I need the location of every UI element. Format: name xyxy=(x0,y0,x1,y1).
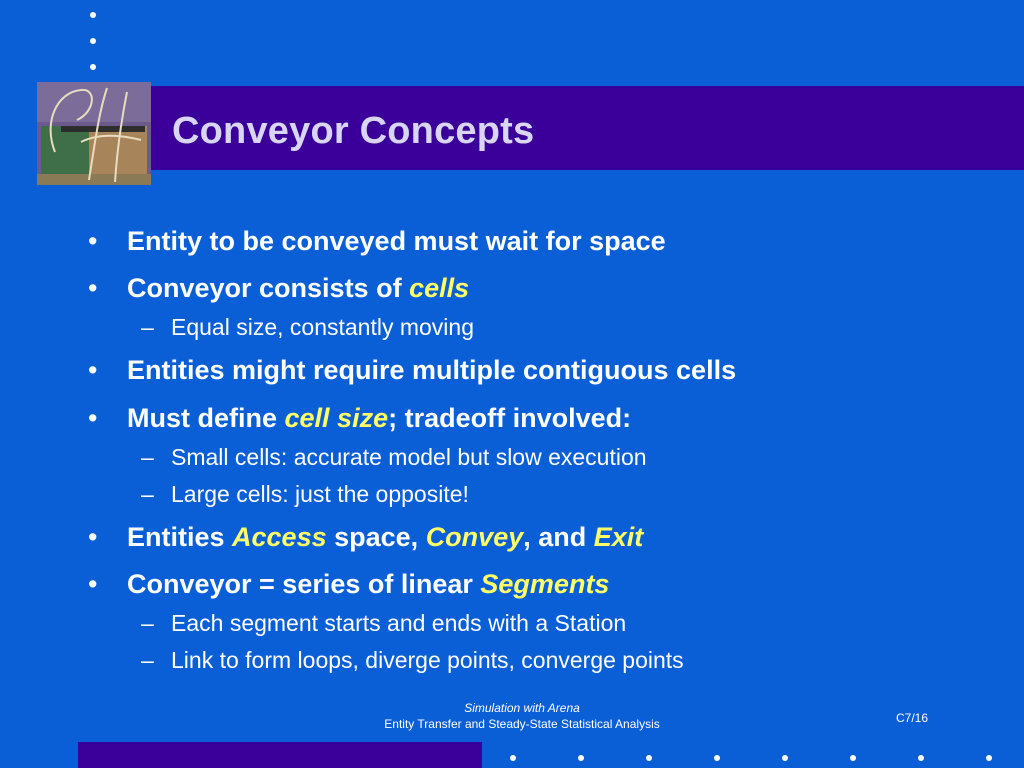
dot xyxy=(578,755,584,761)
emphasis-text: Segments xyxy=(480,569,610,599)
dash-icon: – xyxy=(141,314,154,340)
bullet-text: space, xyxy=(326,522,426,552)
dot xyxy=(918,755,924,761)
sub-bullet-item xyxy=(141,314,474,341)
emphasis-text: Convey xyxy=(425,522,524,552)
bullet-dot-icon: • xyxy=(88,569,98,599)
bullet-text: Entities might require multiple contiguous cells xyxy=(127,355,737,385)
bullet-text: Entities xyxy=(127,522,233,552)
dot xyxy=(646,755,652,761)
bullet-dot-icon: • xyxy=(88,522,98,552)
sub-bullet-item xyxy=(141,647,684,674)
emphasis-text: Exit xyxy=(593,522,644,552)
sub-bullet-item xyxy=(141,481,469,508)
emphasis-text: Access xyxy=(232,522,327,552)
dash-icon: – xyxy=(141,444,154,470)
bullet-item xyxy=(88,273,470,304)
dash-icon: – xyxy=(141,647,154,673)
footer-chapter-title: Entity Transfer and Steady-State Statistical Analysis xyxy=(384,717,660,731)
bullet-text: Conveyor consists of xyxy=(127,273,410,303)
dot xyxy=(510,755,516,761)
bullet-text: Conveyor = series of linear xyxy=(127,569,481,599)
emphasis-text: cell size xyxy=(284,403,389,433)
bullet-item xyxy=(88,522,644,553)
bullet-dot-icon: • xyxy=(88,355,98,385)
footer xyxy=(262,700,782,732)
emphasis-text: cells xyxy=(409,273,470,303)
bullet-item xyxy=(88,226,666,257)
bullet-text: Equal size, constantly moving xyxy=(171,314,474,340)
dot xyxy=(986,755,992,761)
bullet-item xyxy=(88,403,632,434)
bullet-text: Link to form loops, diverge points, converge points xyxy=(171,647,684,673)
bullet-item xyxy=(88,355,737,386)
bullet-text: Large cells: just the opposite! xyxy=(171,481,469,507)
bullet-text: Small cells: accurate model but slow execution xyxy=(171,444,647,470)
dash-icon: – xyxy=(141,481,154,507)
bullet-dot-icon: • xyxy=(88,403,98,433)
bullet-text: Each segment starts and ends with a Station xyxy=(171,610,627,636)
decorative-dots-horizontal xyxy=(510,755,1010,763)
dot xyxy=(782,755,788,761)
dot xyxy=(714,755,720,761)
sub-bullet-item xyxy=(141,610,627,637)
bottom-band xyxy=(78,742,482,768)
bullet-item xyxy=(88,569,610,600)
footer-course-title: Simulation with Arena xyxy=(464,701,580,715)
bullet-text: Must define xyxy=(127,403,285,433)
bullet-text: Entity to be conveyed must wait for space xyxy=(127,226,666,256)
bullet-text: , and xyxy=(523,522,594,552)
bullet-text: ; tradeoff involved: xyxy=(388,403,632,433)
bullet-dot-icon: • xyxy=(88,273,98,303)
dot xyxy=(850,755,856,761)
bullet-dot-icon: • xyxy=(88,226,98,256)
slide-title: Conveyor Concepts xyxy=(172,110,535,152)
sub-bullet-item xyxy=(141,444,647,471)
page-number: C7/16 xyxy=(896,711,929,725)
dash-icon: – xyxy=(141,610,154,636)
